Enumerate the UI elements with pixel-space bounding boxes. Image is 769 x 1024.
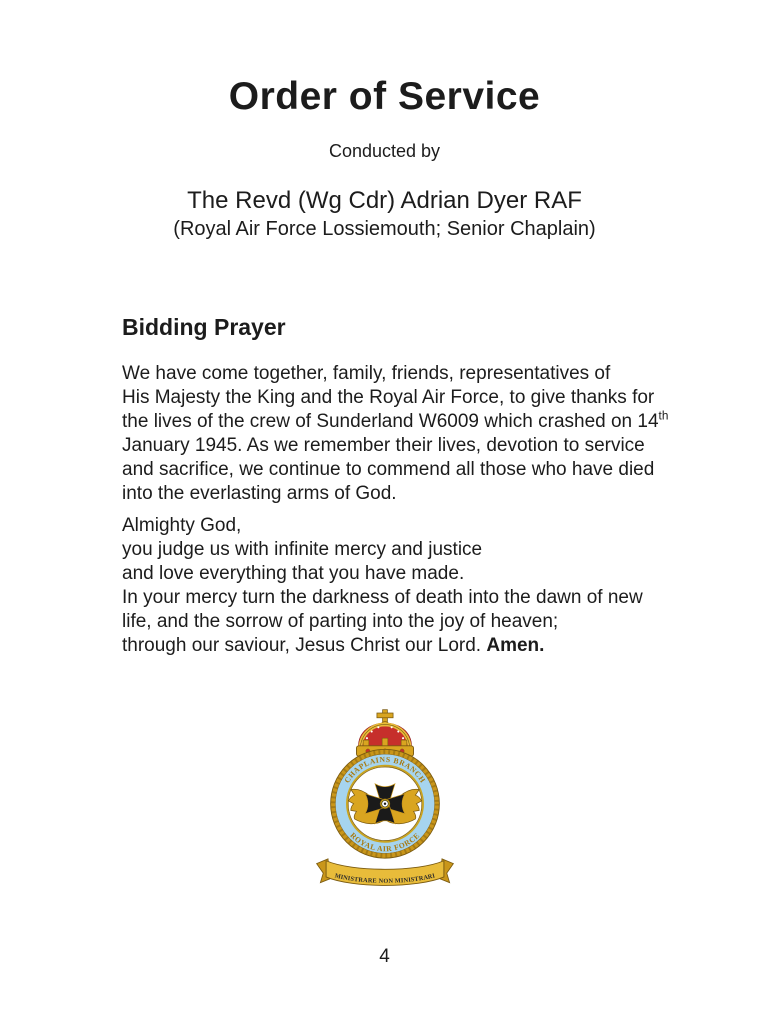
bidding-prayer-paragraph-2 bbox=[122, 514, 722, 658]
paragraph-line: We have come together, family, friends, representatives of bbox=[122, 363, 611, 384]
celebrant-name: The Revd (Wg Cdr) Adrian Dyer RAF bbox=[187, 187, 582, 214]
paragraph-line: and sacrifice, we continue to commend all those who have died bbox=[122, 459, 655, 480]
paragraph-line: into the everlasting arms of God. bbox=[122, 483, 397, 504]
winged-cross-icon bbox=[348, 784, 421, 824]
conducted-by-label: Conducted by bbox=[328, 141, 441, 161]
amen-text: Amen. bbox=[486, 635, 545, 656]
motto-scroll bbox=[316, 859, 453, 886]
paragraph-line: January 1945. As we remember their lives, devotion to service bbox=[122, 435, 645, 456]
bidding-prayer-paragraph-1 bbox=[122, 362, 722, 506]
paragraph-line: the lives of the crew of Sunderland W6009 which crashed on 14 bbox=[122, 411, 659, 432]
ring-bottom-label: ROYAL AIR FORCE bbox=[347, 830, 422, 854]
ordinal-superscript: th bbox=[658, 409, 669, 423]
raf-crest-graphic bbox=[309, 704, 461, 894]
raf-chaplains-branch-crest bbox=[0, 704, 769, 899]
paragraph-line: life, and the sorrow of parting into the joy of heaven; bbox=[122, 611, 559, 632]
paragraph-line: His Majesty the King and the Royal Air Force, to give thanks for bbox=[122, 387, 655, 408]
bidding-prayer-heading: Bidding Prayer bbox=[122, 314, 286, 340]
paragraph-line: you judge us with infinite mercy and justice bbox=[122, 539, 483, 560]
ring-top-label: CHAPLAINS BRANCH bbox=[341, 754, 428, 785]
paragraph-line: through our saviour, Jesus Christ our Lord. bbox=[122, 635, 487, 656]
celebrant-role: (Royal Air Force Lossiemouth; Senior Chaplain) bbox=[173, 218, 596, 240]
paragraph-line: In your mercy turn the darkness of death into the dawn of new bbox=[122, 587, 643, 608]
motto-label: MINISTRARE NON MINISTRARI bbox=[333, 872, 436, 885]
paragraph-line: and love everything that you have made. bbox=[122, 563, 465, 584]
paragraph-line: Almighty God, bbox=[122, 515, 242, 536]
page-number: 4 bbox=[379, 946, 390, 967]
page-title: Order of Service bbox=[228, 75, 541, 118]
